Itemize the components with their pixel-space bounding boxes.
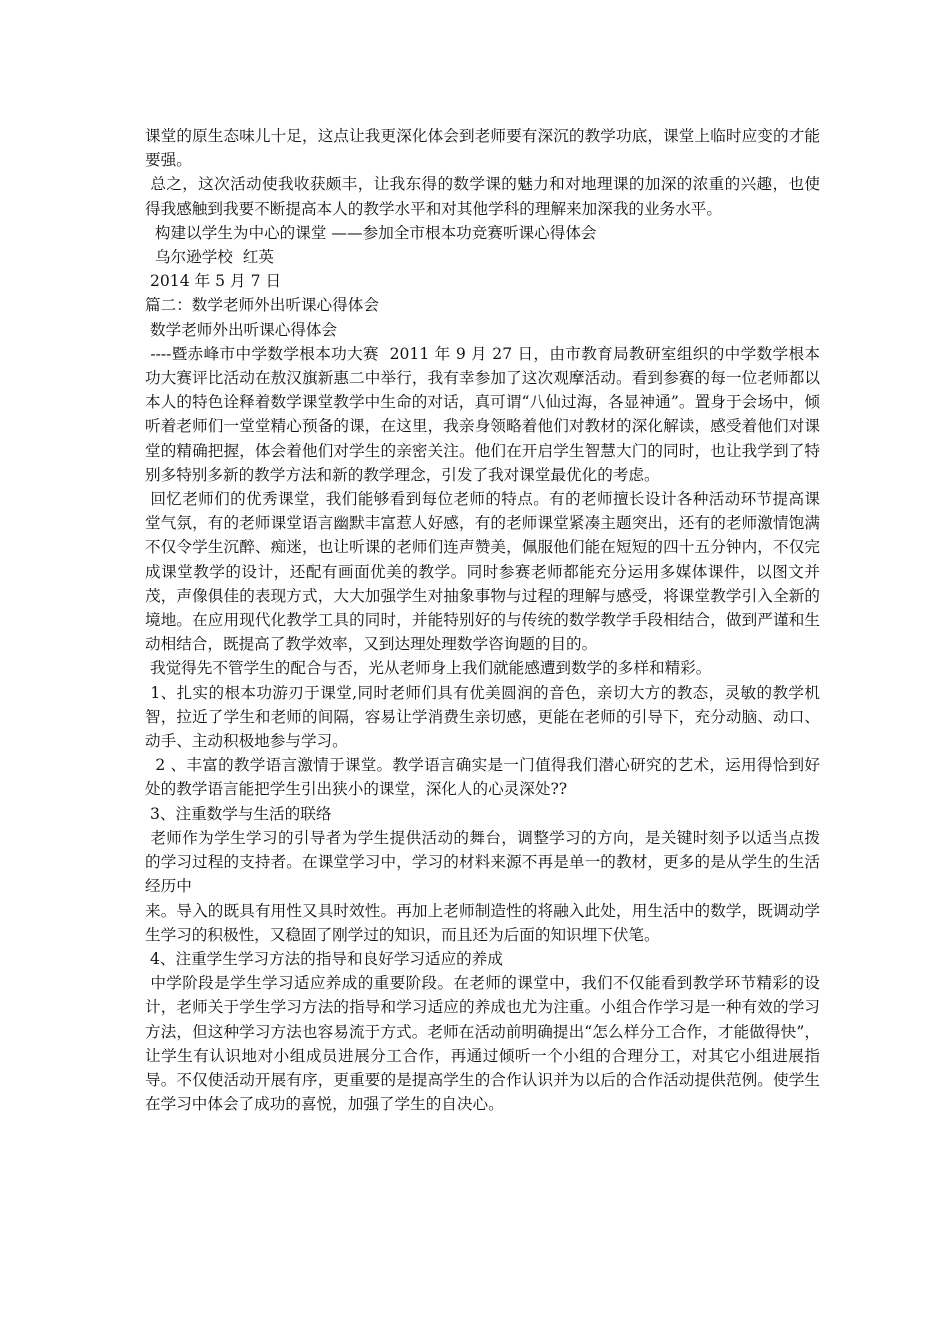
author-line: 乌尔逊学校 红英 <box>145 248 274 267</box>
section-heading: 篇二：数学老师外出听课心得体会 <box>145 296 379 315</box>
paragraph: ----暨赤峰市中学数学根本功大赛 2011 年 9 月 27 日，由市教育局教研室组织的中学数学根本功大赛评比活动在敖汉旗新惠二中举行，我有幸参加了这次观摩活动。看到参赛的每一位老师都以本人的特色诠释着数学课堂教学中生命的对话，真可谓“八仙过海，各显神通”。置身于会场中，倾听着老师们一堂堂精心预备的课，在这里，我亲身领略着他们对教材的深化解读，感受着他们对课堂的精确把握，体会着他们对学生的亲密关注。他们在开启学生智慧大门的同时，也让我学到了特别多特别多新的教学方法和新的教学理念，引发了我对课堂最优化的考虑。 <box>145 344 820 484</box>
document-page <box>145 124 820 1116</box>
numbered-point: 2 、丰富的教学语言激情于课堂。教学语言确实是一门值得我们潜心研究的艺术，运用得恰到好处的教学语言能把学生引出狭小的课堂，深化人的心灵深处?? <box>145 756 820 799</box>
paragraph: 总之，这次活动使我收获颇丰，让我东得的数学课的魅力和对地理课的加深的浓重的兴趣，也使得我感触到我要不断提高本人的教学水平和对其他学科的理解来加深我的业务水平。 <box>145 175 820 218</box>
numbered-point-heading: 3、注重数学与生活的联络 <box>145 804 332 823</box>
paragraph: 回忆老师们的优秀课堂，我们能够看到每位老师的特点。有的老师擅长设计各种活动环节提高课堂气氛，有的老师课堂语言幽默丰富惹人好感，有的老师课堂紧凑主题突出，还有的老师激情饱满不仅令学生沉醉、痴迷，也让听课的老师们连声赞美，佩服他们能在短短的四十五分钟内，不仅完成课堂教学的设计，还配有画面优美的教学。同时参赛老师都能充分运用多媒体课件，以图文并茂，声像俱佳的表现方式，大大加强学生对抽象事物与过程的理解与感受，将课堂教学引入全新的境地。在应用现代化教学工具的同时，并能特别好的与传统的数学教学手段相结合，做到严谨和生动相结合，既提高了教学效率，又到达理处理数学咨询题的目的。 <box>145 490 820 654</box>
article-title: 构建以学生为中心的课堂 ——参加全市根本功竞赛听课心得体会 <box>145 223 597 242</box>
paragraph: 我觉得先不管学生的配合与否，光从老师身上我们就能感遭到数学的多样和精彩。 <box>145 659 712 678</box>
numbered-point: 1、扎实的根本功游刃于课堂,同时老师们具有优美圆润的音色，亲切大方的教态，灵敏的教学机智，拉近了学生和老师的间隔，容易让学消费生亲切感，更能在老师的引导下，充分动脑、动口、动手、主动积极地参与学习。 <box>145 683 820 751</box>
section-subtitle: 数学老师外出听课心得体会 <box>145 320 338 339</box>
paragraph: 来。导入的既具有用性又具时效性。再加上老师制造性的将融入此处，用生活中的数学，既调动学生学习的积极性，又稳固了刚学过的知识，而且还为后面的知识埋下伏笔。 <box>145 901 820 944</box>
date-line: 2014 年 5 月 7 日 <box>145 272 282 291</box>
paragraph: 老师作为学生学习的引导者为学生提供活动的舞台，调整学习的方向，是关键时刻予以适当点拨的学习过程的支持者。在课堂学习中，学习的材料来源不再是单一的教材，更多的是从学生的生活经历中 <box>145 828 820 896</box>
paragraph: 中学阶段是学生学习适应养成的重要阶段。在老师的课堂中，我们不仅能看到教学环节精彩的设计，老师关于学生学习方法的指导和学习适应的养成也尤为注重。小组合作学习是一种有效的学习方法，但这种学习方法也容易流于方式。老师在活动前明确提出“怎么样分工合作，才能做得快”，让学生有认识地对小组成员进展分工合作，再通过倾听一个小组的合理分工，对其它小组进展指导。不仅使活动开展有序，更重要的是提高学生的合作认识并为以后的合作活动提供范例。使学生在学习中体会了成功的喜悦，加强了学生的自决心。 <box>145 974 820 1114</box>
paragraph: 课堂的原生态味儿十足，这点让我更深化体会到老师要有深沉的教学功底，课堂上临时应变的才能要强。 <box>145 127 820 170</box>
numbered-point-heading: 4、注重学生学习方法的指导和良好学习适应的养成 <box>145 949 503 968</box>
